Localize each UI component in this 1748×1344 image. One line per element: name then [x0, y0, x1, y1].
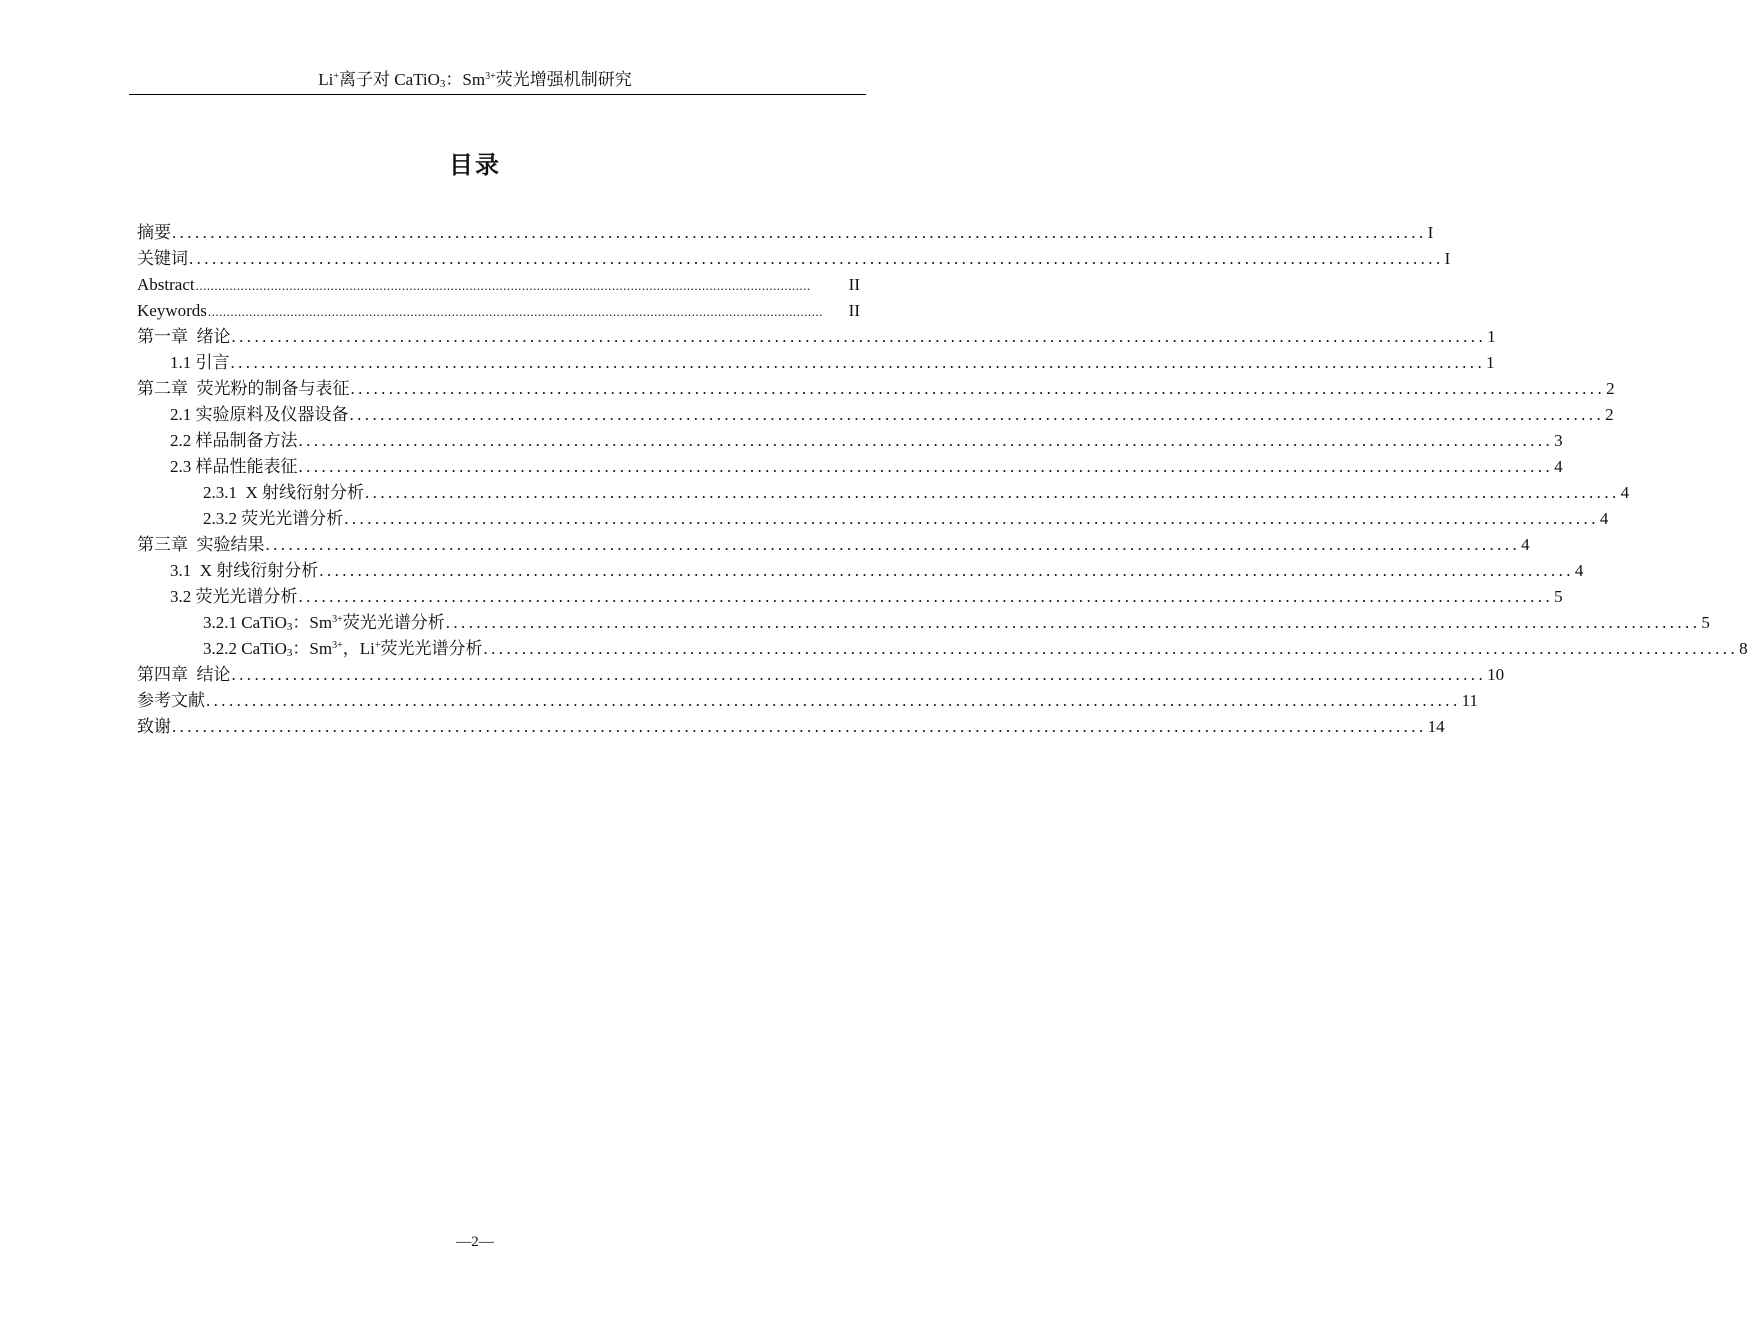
- toc-label-part: 3.2.2 CaTiO: [203, 639, 287, 658]
- toc-entry[interactable]: [137, 428, 1563, 454]
- toc-entry[interactable]: [137, 532, 1530, 558]
- toc-entry-label: 摘要: [137, 223, 171, 242]
- toc-leader: ....................................................................................................................................................................: [230, 353, 1486, 372]
- toc-entry[interactable]: [137, 558, 1584, 584]
- toc-entry-page: II: [848, 301, 860, 320]
- toc-entry-label: 第二章 荧光粉的制备与表征: [137, 379, 350, 398]
- toc-entry[interactable]: [137, 220, 1434, 246]
- toc-entry-page: I: [1427, 223, 1434, 242]
- toc-entry-label: Abstract: [137, 275, 195, 294]
- header-sub: 3: [439, 78, 446, 90]
- toc-entry[interactable]: [137, 506, 1609, 532]
- toc-entry-label: 2.2 样品制备方法: [170, 431, 298, 450]
- toc-leader: ....................................................................................................................................................................: [265, 535, 1521, 554]
- toc-label-sup: +: [374, 640, 381, 651]
- toc-leader: ....................................................................................................................................................................: [483, 639, 1739, 658]
- toc-entry-label: 2.3.2 荧光光谱分析: [203, 509, 344, 528]
- toc-entry-label: 3.1 X 射线衍射分析: [170, 561, 319, 580]
- header-text: 荧光增强机制研究: [495, 70, 632, 89]
- toc-entry-label: 1.1 引言: [170, 353, 230, 372]
- toc-leader: ....................................................................................................................................................................: [344, 509, 1599, 528]
- toc-entry-page: 4: [1554, 457, 1563, 476]
- toc-leader: ....................................................................................................................................................................: [231, 327, 1487, 346]
- toc-entry[interactable]: [137, 636, 1748, 662]
- toc-entry-page: 5: [1701, 613, 1710, 632]
- header-rule: [129, 94, 866, 95]
- toc-entry-page: II: [848, 275, 860, 294]
- toc-entry-page: 14: [1427, 717, 1445, 736]
- toc-label-sup: 3+: [332, 640, 343, 651]
- toc-entry-label: 参考文献: [137, 691, 205, 710]
- toc-entry-page: 4: [1521, 535, 1530, 554]
- header-text: ：Sm: [445, 70, 486, 89]
- toc-leader: ....................................................................................................................................................................: [231, 665, 1487, 684]
- toc-entry-label: 2.3.1 X 射线衍射分析: [203, 483, 365, 502]
- toc-leader: ....................................................................................................................................................................: [319, 561, 1574, 580]
- toc-leader: ....................................................................................................................................................................: [172, 717, 1427, 736]
- toc-entry-page: 1: [1486, 353, 1495, 372]
- toc-leader: ....................................................................................................................................................................: [298, 431, 1554, 450]
- header-text: Li: [318, 70, 334, 89]
- toc-label-sub: 3: [286, 621, 293, 633]
- toc-entry-label: 第一章 绪论: [137, 327, 231, 346]
- header-sup: 3+: [485, 71, 496, 82]
- toc-label-part: 荧光光谱分析: [380, 639, 483, 658]
- toc-leader: ....................................................................................................................................................................: [365, 483, 1620, 502]
- toc-entry[interactable]: [137, 714, 1445, 740]
- header-sup: +: [333, 71, 339, 82]
- toc-leader: ....................................................................................................................................................................: [298, 587, 1554, 606]
- toc-leader: ....................................................................................................................................................................: [172, 223, 1427, 242]
- toc-entry-label: 第四章 结论: [137, 665, 231, 684]
- toc-entry-page: 10: [1487, 665, 1505, 684]
- toc-entry[interactable]: [137, 376, 1615, 402]
- toc-entry-label: 2.1 实验原料及仪器设备: [170, 405, 349, 424]
- toc-entry-page: 2: [1606, 379, 1615, 398]
- toc-leader: ....................................................................................................................................................................: [206, 691, 1461, 710]
- toc-leader: ....................................................................................................................................................................: [350, 379, 1606, 398]
- toc-leader: ....................................................................................................................................................................: [207, 304, 823, 319]
- toc-entry-label: 关键词: [137, 249, 188, 268]
- toc-label-part: 荧光光谱分析: [342, 613, 445, 632]
- toc-label-part: 3.2.1 CaTiO: [203, 613, 287, 632]
- toc-entry[interactable]: [137, 480, 1630, 506]
- toc-label-part: ：Sm: [292, 639, 333, 658]
- toc-label-sup: 3+: [332, 614, 343, 625]
- toc-entry[interactable]: [137, 350, 1495, 376]
- toc-entry[interactable]: [137, 454, 1563, 480]
- header-text: 离子对 CaTiO: [339, 70, 440, 89]
- toc-entry-label: [203, 610, 445, 636]
- toc-entry-page: 1: [1487, 327, 1496, 346]
- toc-label-part: ：Sm: [292, 613, 333, 632]
- toc-leader: ....................................................................................................................................................................: [445, 613, 1701, 632]
- toc-entry-label: 第三章 实验结果: [137, 535, 265, 554]
- table-of-contents: [137, 220, 1748, 740]
- toc-entry-page: I: [1444, 249, 1451, 268]
- page-number: —2—: [456, 1234, 494, 1250]
- running-header: [0, 69, 950, 91]
- toc-entry-label: 2.3 样品性能表征: [170, 457, 298, 476]
- toc-entry[interactable]: [137, 298, 860, 324]
- toc-label-part: ，Li: [342, 639, 375, 658]
- toc-entry-label: [203, 636, 483, 662]
- toc-entry-label: Keywords: [137, 301, 207, 320]
- toc-entry[interactable]: [137, 246, 1451, 272]
- toc-entry-page: 5: [1554, 587, 1563, 606]
- toc-entry[interactable]: [137, 688, 1478, 714]
- toc-entry-page: 4: [1599, 509, 1609, 528]
- toc-leader: ....................................................................................................................................................................: [298, 457, 1554, 476]
- toc-entry[interactable]: [137, 402, 1614, 428]
- toc-entry[interactable]: [137, 324, 1496, 350]
- page-title: 目录: [449, 151, 501, 179]
- toc-entry-page: 2: [1605, 405, 1614, 424]
- toc-entry-page: 4: [1574, 561, 1584, 580]
- toc-entry[interactable]: [137, 662, 1505, 688]
- toc-entry[interactable]: [137, 584, 1563, 610]
- toc-label-sub: 3: [286, 647, 293, 659]
- toc-leader: ....................................................................................................................................................................: [189, 249, 1444, 268]
- toc-entry-label: 3.2 荧光光谱分析: [170, 587, 298, 606]
- toc-leader: ....................................................................................................................................................................: [195, 278, 811, 293]
- toc-entry-label: 致谢: [137, 717, 171, 736]
- toc-entry-page: 4: [1620, 483, 1630, 502]
- toc-entry-page: 8: [1739, 639, 1748, 658]
- toc-entry-page: 3: [1554, 431, 1563, 450]
- toc-entry[interactable]: [137, 272, 860, 298]
- toc-entry[interactable]: [137, 610, 1710, 636]
- toc-leader: ....................................................................................................................................................................: [349, 405, 1605, 424]
- toc-entry-page: 11: [1461, 691, 1478, 710]
